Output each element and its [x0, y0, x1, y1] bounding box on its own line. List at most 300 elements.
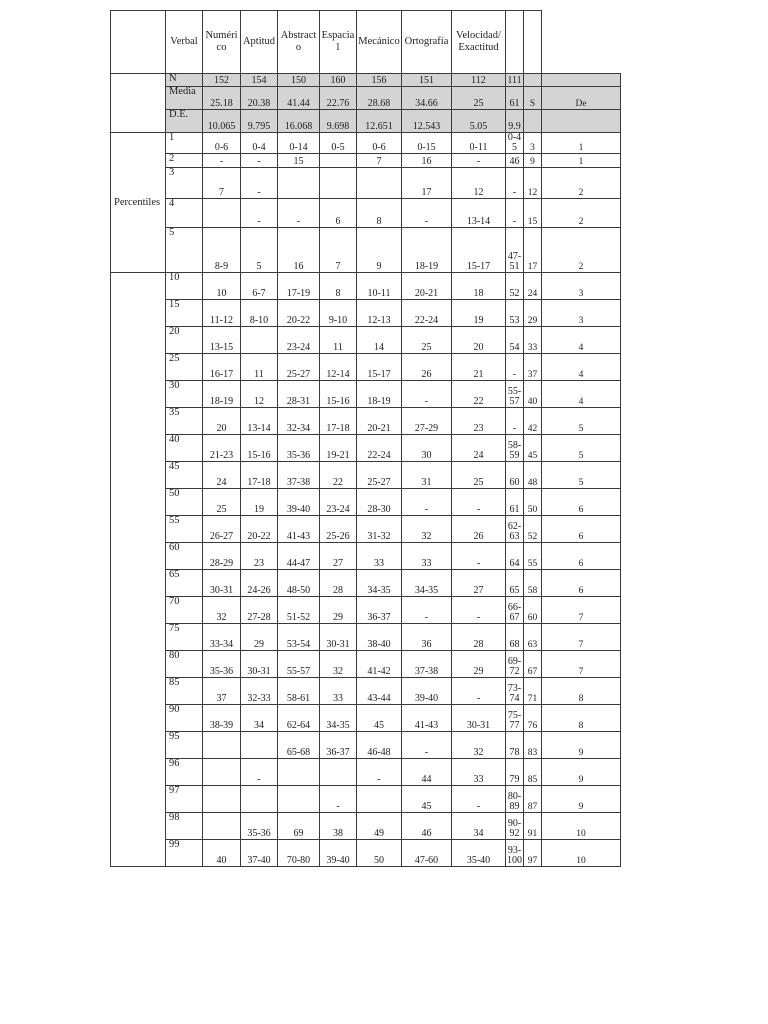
- table-row: [111, 199, 621, 228]
- table-cell: 69-72: [506, 651, 524, 678]
- table-cell: 34-35: [320, 705, 357, 732]
- table-cell: 40: [203, 840, 241, 867]
- stat-row: [111, 74, 621, 87]
- table-cell: 41-43: [402, 705, 452, 732]
- stat-value: [524, 74, 542, 87]
- table-cell: [320, 759, 357, 786]
- table-cell: 35-40: [452, 840, 506, 867]
- table-cell: 37-38: [402, 651, 452, 678]
- percentile-label: 97: [166, 786, 203, 813]
- table-cell: [320, 154, 357, 168]
- table-cell: -: [452, 678, 506, 705]
- table-cell: 37: [203, 678, 241, 705]
- table-cell: 16: [278, 228, 320, 273]
- table-cell: 34: [241, 705, 278, 732]
- column-header: [506, 11, 524, 74]
- stat-value: 112: [452, 74, 506, 87]
- stat-value: 9.9: [506, 110, 524, 133]
- stat-value: 152: [203, 74, 241, 87]
- table-cell: [203, 199, 241, 228]
- table-cell: 47-60: [402, 840, 452, 867]
- table-cell: 41-42: [357, 651, 402, 678]
- table-cell: 32: [320, 651, 357, 678]
- table-cell: 6: [320, 199, 357, 228]
- table-cell: 9: [542, 759, 621, 786]
- percentile-label: 1: [166, 133, 203, 154]
- percentile-label: 45: [166, 462, 203, 489]
- table-cell: 35-36: [241, 813, 278, 840]
- table-cell: 15: [278, 154, 320, 168]
- table-cell: -: [402, 489, 452, 516]
- table-cell: 1: [542, 154, 621, 168]
- table-cell: 2: [542, 228, 621, 273]
- table-row: [111, 813, 621, 840]
- table-cell: 30-31: [241, 651, 278, 678]
- table-cell: 20: [452, 327, 506, 354]
- table-cell: 43-44: [357, 678, 402, 705]
- table-cell: 6: [542, 570, 621, 597]
- table-row: [111, 759, 621, 786]
- table-cell: 51-52: [278, 597, 320, 624]
- column-header: Aptitud: [241, 11, 278, 74]
- table-cell: 11: [241, 354, 278, 381]
- table-cell: 60: [524, 597, 542, 624]
- table-cell: -: [506, 168, 524, 199]
- table-cell: 13-14: [452, 199, 506, 228]
- stat-value: 12.543: [402, 110, 452, 133]
- table-cell: 17: [524, 228, 542, 273]
- table-cell: 0-6: [203, 133, 241, 154]
- table-cell: 37: [524, 354, 542, 381]
- table-row: [111, 354, 621, 381]
- table-cell: 66-67: [506, 597, 524, 624]
- column-header: Espacial: [320, 11, 357, 74]
- table-cell: 18-19: [203, 381, 241, 408]
- table-cell: 1: [542, 133, 621, 154]
- table-cell: 38-39: [203, 705, 241, 732]
- table-cell: 5: [241, 228, 278, 273]
- table-cell: 64: [506, 543, 524, 570]
- table-cell: 24: [524, 273, 542, 300]
- stat-value: 160: [320, 74, 357, 87]
- table-cell: 40: [524, 381, 542, 408]
- table-cell: 25-27: [278, 354, 320, 381]
- table-cell: 39-40: [320, 840, 357, 867]
- table-cell: 19: [241, 489, 278, 516]
- table-row: [111, 133, 621, 154]
- table-cell: 36: [402, 624, 452, 651]
- percentile-label: 98: [166, 813, 203, 840]
- table-cell: 25: [452, 462, 506, 489]
- table-cell: 3: [542, 273, 621, 300]
- percentile-label: 60: [166, 543, 203, 570]
- table-cell: 30-31: [320, 624, 357, 651]
- percentile-label: 85: [166, 678, 203, 705]
- table-cell: 67: [524, 651, 542, 678]
- table-cell: 0-11: [452, 133, 506, 154]
- stat-label: D.E.: [166, 110, 203, 133]
- table-cell: 37-38: [278, 462, 320, 489]
- table-cell: [320, 168, 357, 199]
- table-cell: -: [241, 759, 278, 786]
- table-cell: 28-30: [357, 489, 402, 516]
- column-header: Ortografía: [402, 11, 452, 74]
- table-cell: 8: [542, 705, 621, 732]
- table-row: [111, 786, 621, 813]
- stat-value: [542, 110, 621, 133]
- percentile-label: 90: [166, 705, 203, 732]
- table-cell: 20: [203, 408, 241, 435]
- table-cell: 52: [524, 516, 542, 543]
- stat-value: 5.05: [452, 110, 506, 133]
- table-cell: -: [241, 168, 278, 199]
- table-cell: 26: [452, 516, 506, 543]
- table-cell: -: [452, 786, 506, 813]
- table-cell: 32: [402, 516, 452, 543]
- table-cell: -: [241, 199, 278, 228]
- stat-value: [524, 110, 542, 133]
- percentile-label: 95: [166, 732, 203, 759]
- table-cell: 65-68: [278, 732, 320, 759]
- table-cell: 80-89: [506, 786, 524, 813]
- table-cell: 3: [542, 300, 621, 327]
- table-cell: 8: [542, 678, 621, 705]
- table-cell: 31-32: [357, 516, 402, 543]
- stat-value: 10.065: [203, 110, 241, 133]
- stat-value: De: [542, 87, 621, 110]
- table-body: [111, 11, 621, 867]
- table-cell: 32-33: [241, 678, 278, 705]
- table-cell: 55: [524, 543, 542, 570]
- table-cell: 0-15: [402, 133, 452, 154]
- table-cell: 11: [320, 327, 357, 354]
- percentile-label: 99: [166, 840, 203, 867]
- table-cell: 61: [506, 489, 524, 516]
- table-cell: 24: [203, 462, 241, 489]
- table-cell: 53-54: [278, 624, 320, 651]
- table-cell: 38: [320, 813, 357, 840]
- table-cell: 32: [203, 597, 241, 624]
- percentile-label: 50: [166, 489, 203, 516]
- percentiles-label: Percentiles: [111, 133, 166, 273]
- table-cell: 32: [452, 732, 506, 759]
- table-row: [111, 732, 621, 759]
- table-cell: 45: [524, 435, 542, 462]
- table-cell: 9: [524, 154, 542, 168]
- table-cell: 79: [506, 759, 524, 786]
- table-cell: 28-29: [203, 543, 241, 570]
- table-cell: 32-34: [278, 408, 320, 435]
- table-cell: -: [506, 408, 524, 435]
- stat-value: 34.66: [402, 87, 452, 110]
- table-row: [111, 516, 621, 543]
- table-cell: 13-14: [241, 408, 278, 435]
- table-cell: 7: [542, 597, 621, 624]
- table-cell: 48-50: [278, 570, 320, 597]
- column-header: Mecánico: [357, 11, 402, 74]
- table-row: [111, 273, 621, 300]
- table-cell: [278, 786, 320, 813]
- table-cell: 78: [506, 732, 524, 759]
- stat-value: 154: [241, 74, 278, 87]
- table-cell: 12-13: [357, 300, 402, 327]
- table-cell: 50: [524, 489, 542, 516]
- percentiles-blank-cell: [111, 273, 166, 867]
- table-cell: [241, 786, 278, 813]
- header-corner: [111, 11, 166, 74]
- table-cell: 45: [357, 705, 402, 732]
- table-cell: 30-31: [203, 570, 241, 597]
- table-cell: 65: [506, 570, 524, 597]
- stat-value: 16.068: [278, 110, 320, 133]
- table-cell: 10: [542, 813, 621, 840]
- table-row: [111, 678, 621, 705]
- table-cell: 5: [542, 435, 621, 462]
- stat-value: 22.76: [320, 87, 357, 110]
- column-header: Numérico: [203, 11, 241, 74]
- percentile-table: [110, 10, 621, 867]
- percentile-label: 2: [166, 154, 203, 168]
- table-cell: 14: [357, 327, 402, 354]
- table-row: [111, 154, 621, 168]
- table-cell: 29: [452, 651, 506, 678]
- table-cell: 29: [241, 624, 278, 651]
- table-row: [111, 543, 621, 570]
- table-row: [111, 705, 621, 732]
- table-cell: 27-28: [241, 597, 278, 624]
- table-cell: 69: [278, 813, 320, 840]
- table-cell: 25: [402, 327, 452, 354]
- header-row: [111, 11, 621, 74]
- table-cell: 70-80: [278, 840, 320, 867]
- table-row: [111, 840, 621, 867]
- table-cell: 28: [320, 570, 357, 597]
- table-cell: 22-24: [402, 300, 452, 327]
- table-cell: 17: [402, 168, 452, 199]
- table-cell: 0-14: [278, 133, 320, 154]
- table-cell: 9: [357, 228, 402, 273]
- percentile-label: 40: [166, 435, 203, 462]
- table-cell: 8-10: [241, 300, 278, 327]
- table-cell: 33: [357, 543, 402, 570]
- table-cell: 33: [452, 759, 506, 786]
- percentile-label: 5: [166, 228, 203, 273]
- stat-value: 20.38: [241, 87, 278, 110]
- table-cell: 6: [542, 489, 621, 516]
- table-cell: 7: [357, 154, 402, 168]
- table-cell: 5: [542, 408, 621, 435]
- table-cell: 73-74: [506, 678, 524, 705]
- table-cell: 41-43: [278, 516, 320, 543]
- table-cell: 15-16: [320, 381, 357, 408]
- table-cell: 19-21: [320, 435, 357, 462]
- table-cell: [241, 732, 278, 759]
- table-cell: 20-21: [357, 408, 402, 435]
- table-cell: -: [506, 199, 524, 228]
- table-cell: 4: [542, 327, 621, 354]
- percentile-label: 3: [166, 168, 203, 199]
- table-cell: 76: [524, 705, 542, 732]
- table-cell: 18-19: [357, 381, 402, 408]
- table-cell: 33-34: [203, 624, 241, 651]
- table-cell: 42: [524, 408, 542, 435]
- table-cell: 83: [524, 732, 542, 759]
- table-cell: -: [241, 154, 278, 168]
- table-cell: [357, 786, 402, 813]
- table-cell: -: [452, 489, 506, 516]
- table-cell: 29: [320, 597, 357, 624]
- table-cell: 20-22: [241, 516, 278, 543]
- table-cell: 3: [524, 133, 542, 154]
- table-cell: 20-21: [402, 273, 452, 300]
- stat-value: 9.795: [241, 110, 278, 133]
- table-cell: [357, 168, 402, 199]
- table-cell: [203, 759, 241, 786]
- table-cell: 35-36: [203, 651, 241, 678]
- table-cell: -: [320, 786, 357, 813]
- table-cell: 8: [320, 273, 357, 300]
- table-cell: 25-26: [320, 516, 357, 543]
- table-cell: 22: [320, 462, 357, 489]
- percentile-label: 55: [166, 516, 203, 543]
- table-cell: 25: [203, 489, 241, 516]
- table-cell: 39-40: [402, 678, 452, 705]
- table-cell: 28: [452, 624, 506, 651]
- table-cell: 44: [402, 759, 452, 786]
- column-header: [524, 11, 542, 74]
- table-cell: -: [452, 543, 506, 570]
- table-row: [111, 489, 621, 516]
- table-row: [111, 597, 621, 624]
- table-row: [111, 327, 621, 354]
- table-cell: 90-92: [506, 813, 524, 840]
- table-cell: 46: [506, 154, 524, 168]
- table-cell: 55-57: [506, 381, 524, 408]
- stat-label: N: [166, 74, 203, 87]
- stat-value: 111: [507, 75, 522, 86]
- table-cell: 38-40: [357, 624, 402, 651]
- table-cell: 12-14: [320, 354, 357, 381]
- table-cell: 85: [524, 759, 542, 786]
- table-cell: 5: [542, 462, 621, 489]
- table-cell: [241, 327, 278, 354]
- table-cell: 7: [203, 168, 241, 199]
- table-cell: 8: [357, 199, 402, 228]
- table-cell: 30: [402, 435, 452, 462]
- table-cell: 97: [524, 840, 542, 867]
- table-cell: 26: [402, 354, 452, 381]
- table-cell: 26-27: [203, 516, 241, 543]
- table-cell: 9: [542, 786, 621, 813]
- table-cell: 21: [452, 354, 506, 381]
- table-cell: 6: [542, 516, 621, 543]
- table-cell: 6-7: [241, 273, 278, 300]
- table-cell: 87: [524, 786, 542, 813]
- percentile-label: 96: [166, 759, 203, 786]
- stat-value: S: [524, 87, 542, 110]
- table-cell: 10-11: [357, 273, 402, 300]
- table-row: [111, 381, 621, 408]
- stat-value: 61: [506, 87, 524, 110]
- table-cell: 23: [241, 543, 278, 570]
- table-cell: 62-64: [278, 705, 320, 732]
- table-cell: -: [357, 759, 402, 786]
- table-cell: 75-77: [506, 705, 524, 732]
- table-cell: 63: [524, 624, 542, 651]
- table-cell: 34-35: [402, 570, 452, 597]
- percentile-label: 25: [166, 354, 203, 381]
- percentile-label: 4: [166, 199, 203, 228]
- table-cell: 34-35: [357, 570, 402, 597]
- table-row: [111, 300, 621, 327]
- column-header: Verbal: [166, 11, 203, 74]
- stat-value: 25: [452, 87, 506, 110]
- table-cell: 27-29: [402, 408, 452, 435]
- table-cell: 71: [524, 678, 542, 705]
- percentile-label: 30: [166, 381, 203, 408]
- table-cell: 19: [452, 300, 506, 327]
- table-cell: [278, 759, 320, 786]
- table-cell: 23: [452, 408, 506, 435]
- table-cell: 25-27: [357, 462, 402, 489]
- table-cell: [203, 786, 241, 813]
- table-cell: 2: [542, 168, 621, 199]
- table-cell: 46-48: [357, 732, 402, 759]
- table-cell: 0-45: [506, 133, 524, 154]
- table-cell: 24-26: [241, 570, 278, 597]
- stat-value: 41.44: [278, 87, 320, 110]
- stat-label: Media: [166, 87, 203, 110]
- stat-row: [111, 87, 621, 110]
- table-cell: 49: [357, 813, 402, 840]
- table-cell: 30-31: [452, 705, 506, 732]
- table-cell: 58-61: [278, 678, 320, 705]
- table-cell: 15-16: [241, 435, 278, 462]
- stat-value: 150: [278, 74, 320, 87]
- table-cell: -: [402, 732, 452, 759]
- table-cell: 33: [402, 543, 452, 570]
- table-cell: 17-19: [278, 273, 320, 300]
- table-cell: 93-100: [506, 840, 524, 867]
- table-cell: 12: [241, 381, 278, 408]
- table-cell: 53: [506, 300, 524, 327]
- stat-value: 9.698: [320, 110, 357, 133]
- table-cell: 11-12: [203, 300, 241, 327]
- table-cell: 50: [357, 840, 402, 867]
- table-cell: 39-40: [278, 489, 320, 516]
- table-cell: 18: [452, 273, 506, 300]
- table-cell: 7: [320, 228, 357, 273]
- percentile-label: 65: [166, 570, 203, 597]
- table-row: [111, 228, 621, 273]
- percentile-label: 70: [166, 597, 203, 624]
- table-row: [111, 408, 621, 435]
- table-cell: 9-10: [320, 300, 357, 327]
- table-cell: 24: [452, 435, 506, 462]
- table-cell: 0-6: [357, 133, 402, 154]
- table-cell: 22: [452, 381, 506, 408]
- table-cell: 52: [506, 273, 524, 300]
- table-cell: 15: [524, 199, 542, 228]
- table-row: [111, 651, 621, 678]
- table-cell: 36-37: [320, 732, 357, 759]
- table-cell: 18-19: [402, 228, 452, 273]
- table-cell: 7: [542, 624, 621, 651]
- table-cell: 45: [402, 786, 452, 813]
- table-cell: 7: [542, 651, 621, 678]
- table-cell: 33: [524, 327, 542, 354]
- table-cell: 15-17: [357, 354, 402, 381]
